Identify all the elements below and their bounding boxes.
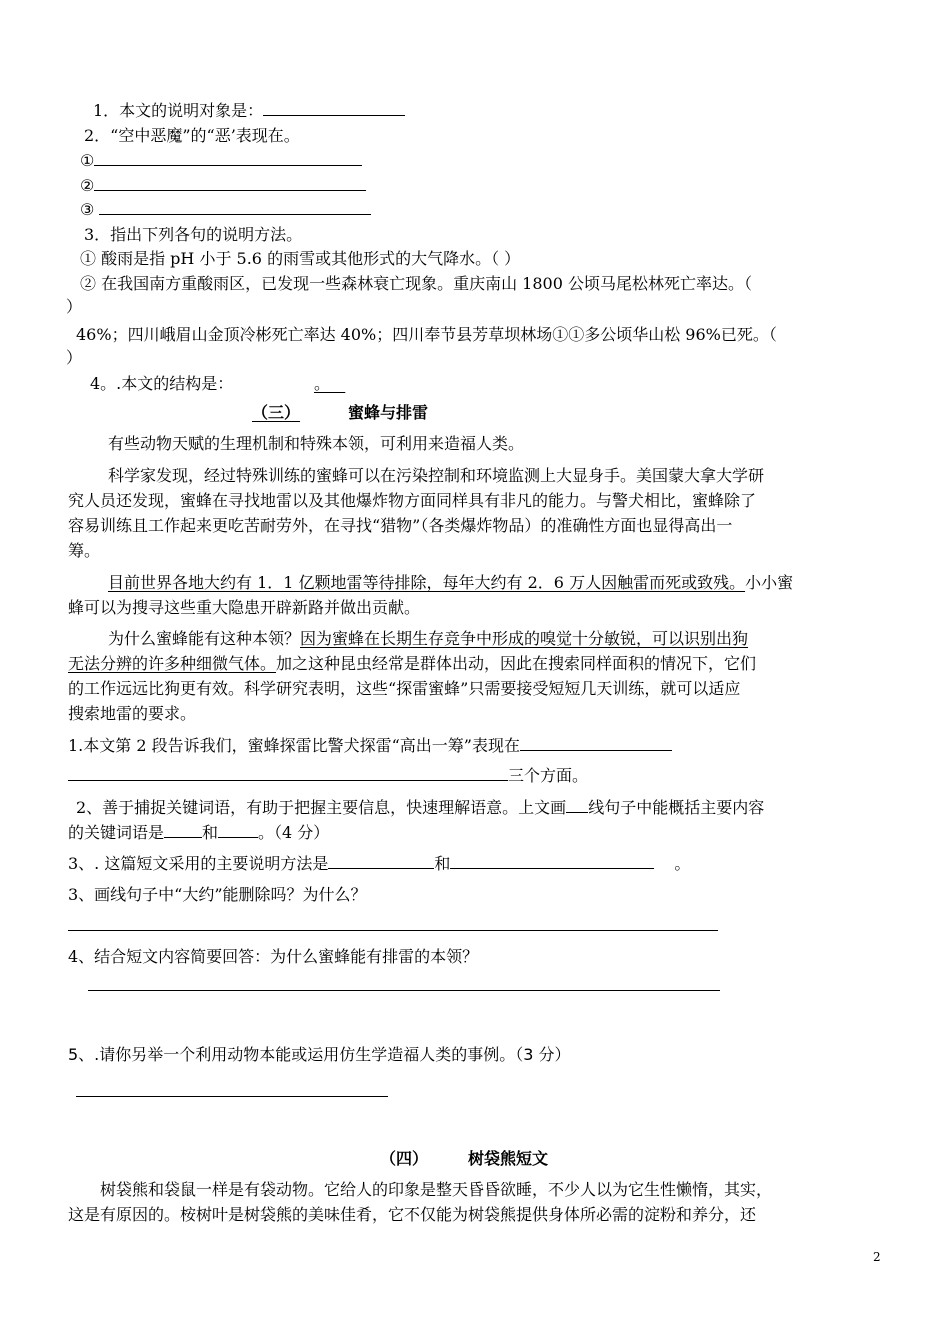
q2-blank-1[interactable] (94, 151, 362, 166)
s3-q5-answer-line[interactable] (76, 1096, 388, 1097)
section4-heading (380, 1148, 548, 1170)
s3-q2-line2 (68, 822, 329, 844)
circle-1: ① (80, 151, 95, 170)
s3-q1-blank-a[interactable] (520, 736, 672, 751)
q2-text: 2．“空中恶魔”的“恶’表现在。 (84, 126, 300, 145)
section3-title: 蜜蜂与排雷 (348, 403, 429, 422)
q3-sentence-a: ① 酸雨是指 pH 小于 5.6 的雨雪或其他形式的大气降水。（ ） (80, 249, 521, 268)
s3-q2-text: 2、善于捕捉关键词语，有助于把握主要信息，快速理解语意。上文画 (76, 798, 567, 817)
s3-q3-blank-1[interactable] (328, 854, 434, 869)
q3-text: 3．指出下列各句的说明方法。 (84, 225, 303, 244)
s3-q3-line (68, 853, 690, 875)
s3-p4-question: 为什么蜜蜂能有这种本领？ (108, 629, 301, 648)
s3-q5-text: 5、.请你另举一个利用动物本能或运用仿生学造福人类的事例。（3 分） (68, 1045, 571, 1064)
s4-line1: 树袋熊和袋鼠一样是有袋动物。它给人的印象是整天昏昏欲睡，不少人以为它生性懒惰，其实， (100, 1180, 773, 1199)
s3-p4-underlined-2: 无法分辨的许多种细微气体。 (68, 654, 277, 673)
s4-line2: 这是有原因的。桉树叶是树袋熊的美味佳肴，它不仅能为树袋熊提供身体所必需的淀粉和养分，还 (68, 1205, 757, 1224)
s3-q2-blank-2[interactable] (218, 823, 258, 838)
s3-p3-line2: 蜂可以为搜寻这些重大隐患开辟新路并做出贡献。 (68, 598, 421, 617)
section3-number: （三） (252, 403, 301, 422)
q1-answer-blank[interactable] (263, 101, 405, 116)
s3-q4-answer-line[interactable] (88, 990, 720, 991)
s3-q1-blank-b[interactable] (68, 766, 508, 781)
q3-sentence-c-paren: ） (66, 348, 83, 367)
s3-underlined-sentence: 目前世界各地大约有 1．1 亿颗地雷等待排除，每年大约有 2．6 万人因触雷而死或致残。 (108, 573, 746, 592)
s3-p4-line2-tail: 加之这种昆虫经常是群体出动，因此在搜索同样面积的情况下，它们 (276, 654, 757, 673)
q2-answer-1 (80, 150, 362, 172)
s3-p2-line1: 科学家发现，经过特殊训练的蜜蜂可以在污染控制和环境监测上大显身手。美国蒙大拿大学研 (108, 466, 765, 485)
circle-2: ② (80, 176, 95, 195)
s3-q3-period: 。 (674, 854, 691, 873)
s3-paragraph-1: 有些动物天赋的生理机制和特殊本领，可利用来造福人类。 (108, 434, 525, 453)
s3-q1-tail: 三个方面。 (508, 766, 589, 785)
s3-p4-line3: 的工作远远比狗更有效。科学研究表明，这些“探雷蜜蜂”只需要接受短短几天训练，就可以适应 (68, 679, 741, 698)
s3-q3x-text: 3、画线句子中“大约”能删除吗？为什么？ (68, 885, 367, 904)
q2-blank-2[interactable] (94, 176, 366, 191)
s3-q2-blank-1[interactable] (164, 823, 202, 838)
s3-q2-text-c: 的关键词语是 (68, 823, 165, 842)
s3-p2-line4: 筹。 (68, 541, 101, 560)
s3-q3x-answer-line[interactable] (68, 930, 718, 931)
section3-heading (252, 402, 428, 424)
q3-sentence-b: ② 在我国南方重酸雨区，已发现一些森林衰亡现象。重庆南山 1800 公顷马尾松林死亡率达。（ (80, 274, 752, 293)
q2-answer-3 (80, 199, 371, 221)
s3-q3-blank-2[interactable] (450, 854, 654, 869)
q4-answer-blank[interactable] (233, 373, 345, 395)
s3-p4-line2 (68, 653, 756, 675)
s3-p4-line1 (108, 628, 748, 650)
s3-p3-tail: 小小蜜 (745, 573, 794, 592)
s3-p2-line2: 究人员还发现，蜜蜂在寻找地雷以及其他爆炸物方面同样具有非凡的能力。与警犬相比，蜜蜂除了 (68, 491, 757, 510)
s3-q2-blank-mark[interactable] (566, 798, 588, 813)
q4-period: 。 (314, 374, 331, 393)
q1-line (93, 100, 405, 122)
q4-text: 4。.本文的结构是： (90, 374, 234, 393)
s3-q3-and: 和 (434, 854, 451, 873)
s3-p2-line3: 容易训练且工作起来更吃苦耐劳外，在寻找“猎物”（各类爆炸物品）的准确性方面也显得高出一 (68, 516, 733, 535)
s3-q3-text: 3、. 这篇短文采用的主要说明方法是 (68, 854, 329, 873)
s3-q1-line (68, 735, 672, 757)
s3-q2-line1 (76, 797, 764, 819)
section4-number: （四） (380, 1149, 429, 1168)
s3-q2-text-b: 线句子中能概括主要内容 (588, 798, 765, 817)
s3-q2-and: 和 (202, 823, 219, 842)
section4-title: 树袋熊短文 (468, 1149, 549, 1168)
q1-text: 1．本文的说明对象是： (93, 101, 264, 120)
q4-line (90, 373, 345, 395)
circle-3: ③ (80, 200, 95, 219)
q2-blank-3[interactable] (99, 200, 371, 215)
s3-p3-line1 (108, 572, 793, 594)
q3-sentence-c: 46%；四川峨眉山金顶冷彬死亡率达 40%；四川奉节县芳草坝林场①①多公顷华山松 96%已死。（ (76, 325, 777, 344)
s3-q4-text: 4、结合短文内容简要回答：为什么蜜蜂能有排雷的本领？ (68, 947, 479, 966)
s3-q2-score: 。（4 分） (258, 823, 330, 842)
s3-p4-line4: 搜索地雷的要求。 (68, 704, 197, 723)
s3-p4-underlined-1: 因为蜜蜂在长期生存竞争中形成的嗅觉十分敏锐，可以识别出狗 (300, 629, 749, 648)
s3-q1-text: 1.本文第 2 段告诉我们，蜜蜂探雷比警犬探雷“高出一筹”表现在 (68, 736, 520, 755)
s3-q1-line2 (68, 765, 588, 787)
q2-answer-2 (80, 175, 366, 197)
page-number: 2 (873, 1250, 881, 1264)
q3-sentence-b-paren: ） (66, 297, 83, 316)
